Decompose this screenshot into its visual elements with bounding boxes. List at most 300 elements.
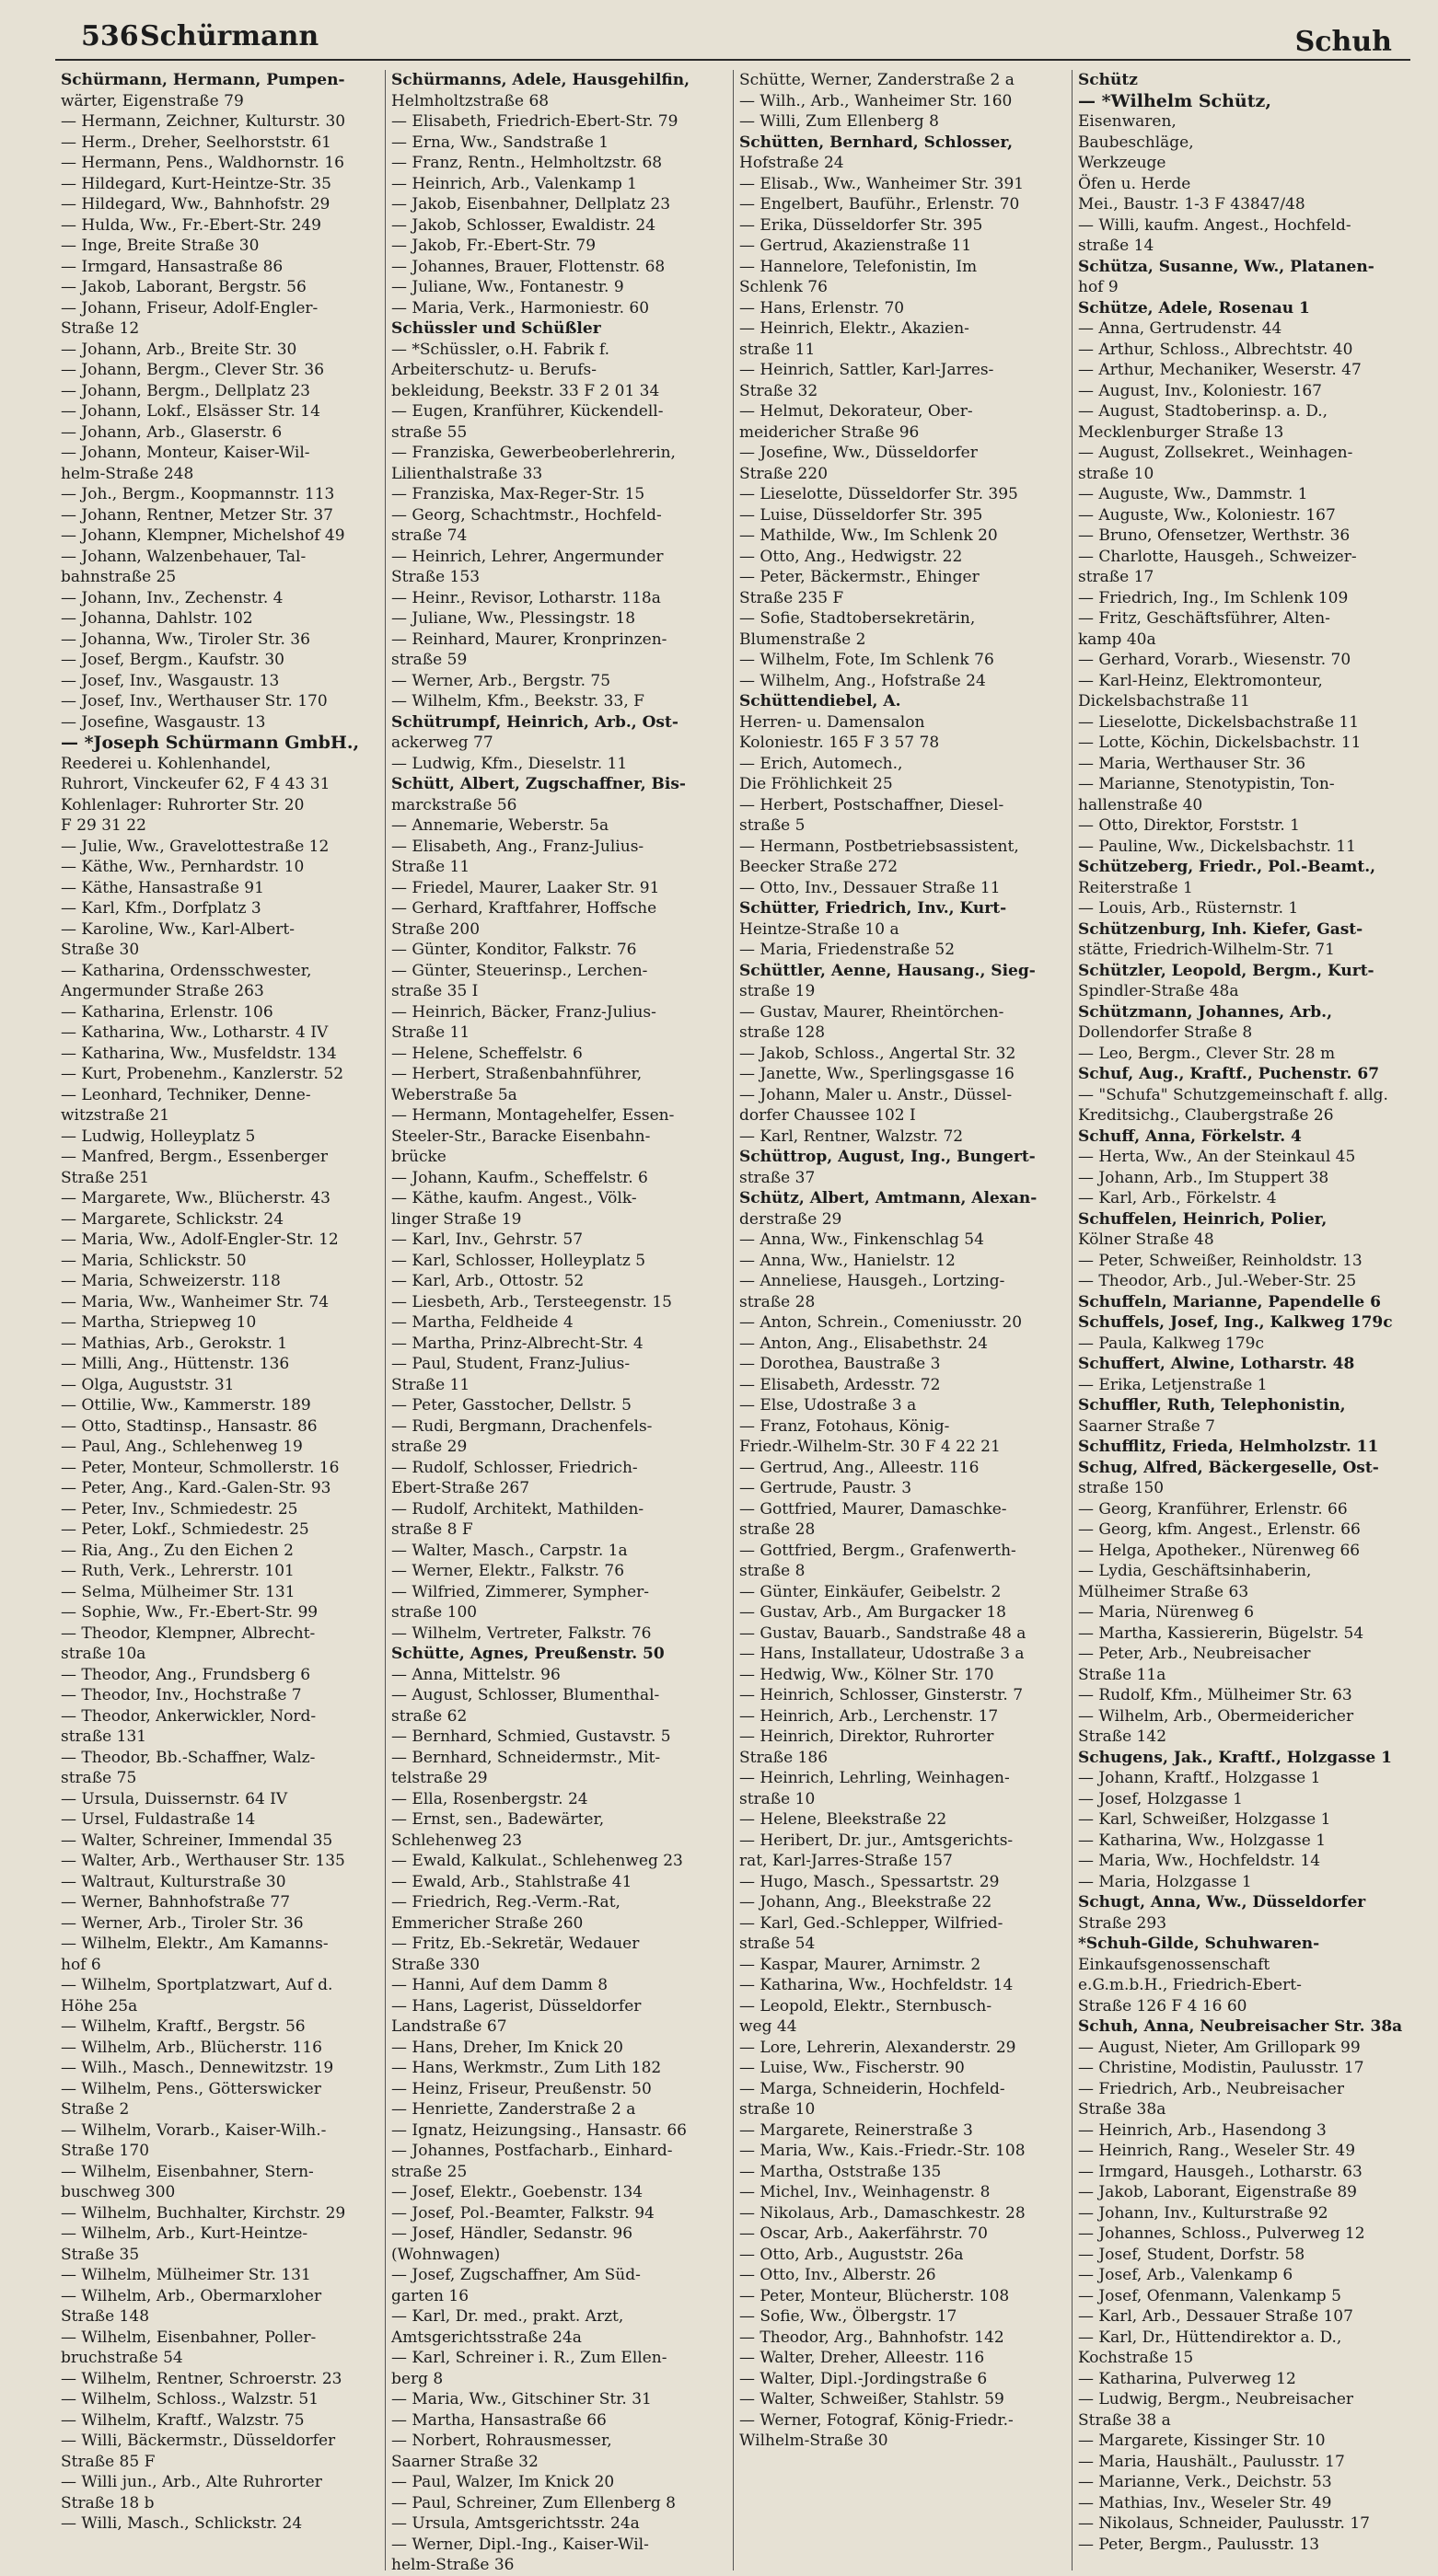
directory-entry: Schlenk 76: [739, 278, 828, 296]
directory-entry: — Georg, kfm. Angest., Erlenstr. 66: [1078, 1520, 1361, 1539]
directory-entry: — Lieselotte, Dickelsbachstraße 11: [1078, 712, 1360, 732]
directory-entry: — Karl, Schlosser, Holleyplatz 5: [391, 1251, 646, 1270]
directory-entry: — Heinrich, Arb., Valenkamp 1: [391, 174, 637, 193]
directory-entry: — Juliane, Ww., Plessingstr. 18: [391, 609, 636, 628]
directory-entry: — August, Stadtoberinsp. a. D.,: [1078, 402, 1328, 421]
directory-entry: — Sofie, Ww., Ölbergstr. 17: [739, 2307, 957, 2326]
directory-entry: Schuf, Aug., Kraftf., Puchenstr. 67: [1078, 1065, 1380, 1083]
directory-entry: — Wilhelm, Vorarb., Kaiser-Wilh.-: [61, 2120, 327, 2140]
directory-entry: — Karl, Arb., Ottostr. 52: [391, 1272, 585, 1290]
directory-entry: Schuffert, Alwine, Lotharstr. 48: [1078, 1355, 1355, 1373]
directory-entry: — Karl, Kfm., Dorfplatz 3: [61, 899, 261, 918]
directory-entry: — Martha, Oststraße 135: [739, 2162, 942, 2181]
directory-entry: — Otto, Arb., Auguststr. 26a: [739, 2245, 964, 2264]
directory-entry: e.G.m.b.H., Friedrich-Ebert-: [1078, 1976, 1302, 1994]
directory-entry: Straße 35: [61, 2245, 140, 2264]
directory-entry: — Georg, Kranführer, Erlenstr. 66: [1078, 1499, 1348, 1519]
directory-entry: Landstraße 67: [391, 2017, 507, 2036]
directory-entry: — Wilhelm, Elektr., Am Kamanns-: [61, 1935, 329, 1953]
directory-entry: straße 62: [391, 1706, 468, 1726]
directory-entry: — Heinrich, Rang., Weseler Str. 49: [1078, 2142, 1356, 2160]
directory-entry: — Johann, Klempner, Michelshof 49: [61, 526, 345, 545]
directory-entry: — Gustav, Arb., Am Burgacker 18: [739, 1603, 1006, 1622]
directory-entry: — *Schüssler, o.H. Fabrik f.: [391, 340, 609, 359]
directory-entry: Schufflitz, Frieda, Helmholzstr. 11: [1078, 1438, 1379, 1456]
directory-entry: — Lotte, Köchin, Dickelsbachstr. 11: [1078, 734, 1362, 752]
directory-entry: Schürmanns, Adele, Hausgehilfin,: [391, 71, 690, 89]
directory-entry: — Johann, Bergm., Dellplatz 23: [61, 381, 310, 400]
directory-entry: — Janette, Ww., Sperlingsgasse 16: [739, 1065, 1015, 1083]
directory-entry: Schütrumpf, Heinrich, Arb., Ost-: [391, 712, 678, 732]
directory-entry: brücke: [391, 1148, 446, 1166]
directory-entry: — Wilhelm, Pens., Götterswicker: [61, 2079, 321, 2098]
directory-entry: — Maria, Ww., Hochfeldstr. 14: [1078, 1852, 1321, 1870]
directory-entry: — Margarete, Schlickstr. 24: [61, 1209, 284, 1229]
directory-entry: — Hanni, Auf dem Damm 8: [391, 1976, 609, 1994]
directory-entry: Straße 2: [61, 2100, 130, 2119]
directory-entry: — Peter, Inv., Schmiedestr. 25: [61, 1499, 298, 1519]
directory-entry: — Josef, Arb., Valenkamp 6: [1078, 2266, 1293, 2284]
directory-entry: helm-Straße 36: [391, 2556, 515, 2574]
directory-entry: — Wilhelm, Vertreter, Falkstr. 76: [391, 1623, 652, 1643]
directory-entry: — Marianne, Stenotypistin, Ton-: [1078, 775, 1335, 793]
directory-entry: — Otto, Direktor, Forststr. 1: [1078, 816, 1300, 835]
directory-entry: — Heinrich, Direktor, Ruhrorter: [739, 1727, 994, 1746]
directory-entry: — Ernst, sen., Badewärter,: [391, 1810, 605, 1829]
directory-entry: — Friedel, Maurer, Laaker Str. 91: [391, 878, 660, 897]
directory-entry: — Wilhelm, Arb., Obermarxloher: [61, 2286, 322, 2305]
directory-entry: — Waltraut, Kulturstraße 30: [61, 1872, 286, 1891]
directory-entry: — Wilhelm, Kraftf., Bergstr. 56: [61, 2017, 306, 2036]
column-2: [385, 70, 733, 2574]
directory-entry: straße 5: [739, 816, 806, 835]
directory-entry: — Hans, Dreher, Im Knick 20: [391, 2038, 623, 2057]
directory-entry: — Anneliese, Hausgeh., Lortzing-: [739, 1272, 1005, 1290]
directory-entry: — August, Nieter, Am Grillopark 99: [1078, 2038, 1361, 2057]
directory-entry: — Franz, Rentn., Helmholtzstr. 68: [391, 154, 663, 172]
directory-entry: F 29 31 22: [61, 816, 146, 835]
directory-entry: Straße 38 a: [1078, 2410, 1171, 2430]
directory-entry: — Hermann, Pens., Waldhornstr. 16: [61, 154, 344, 172]
directory-entry: Kochstraße 15: [1078, 2349, 1194, 2367]
directory-entry: — Maria, Nürenweg 6: [1078, 1603, 1255, 1622]
directory-entry: — Herm., Dreher, Seelhorststr. 61: [61, 133, 331, 152]
directory-entry: — Josef, Holzgasse 1: [1078, 1789, 1243, 1808]
directory-entry: — Norbert, Rohrausmesser,: [391, 2432, 612, 2450]
directory-entry: straße 150: [1078, 1479, 1165, 1497]
directory-entry: — Lieselotte, Düsseldorfer Str. 395: [739, 485, 1018, 503]
directory-entry: — Hildegard, Ww., Bahnhofstr. 29: [61, 195, 331, 214]
directory-entry: — Irmgard, Hansastraße 86: [61, 257, 284, 276]
directory-entry: — Wilh., Masch., Dennewitzstr. 19: [61, 2059, 334, 2077]
directory-entry: — Otto, Inv., Alberstr. 26: [739, 2266, 936, 2284]
directory-entry: — Margarete, Ww., Blücherstr. 43: [61, 1189, 331, 1207]
directory-entry: — Peter, Bergm., Paulusstr. 13: [1078, 2535, 1320, 2554]
directory-entry: — Walter, Masch., Carpstr. 1a: [391, 1541, 628, 1560]
directory-entry: — Hans, Installateur, Udostraße 3 a: [739, 1645, 1025, 1663]
column-3: [733, 70, 1072, 2570]
directory-entry: Hofstraße 24: [739, 154, 844, 172]
directory-entry: Schütt, Albert, Zugschaffner, Bis-: [391, 775, 686, 793]
directory-entry: — Milli, Ang., Hüttenstr. 136: [61, 1355, 290, 1373]
directory-entry: — Sofie, Stadtobersekretärin,: [739, 609, 976, 628]
directory-entry: — Ewald, Kalkulat., Schlehenweg 23: [391, 1852, 683, 1870]
directory-entry: — Bernhard, Schneidermstr., Mit-: [391, 1748, 661, 1767]
directory-entry: — Manfred, Bergm., Essenberger: [61, 1148, 328, 1166]
directory-entry: — Luise, Düsseldorfer Str. 395: [739, 505, 983, 525]
directory-entry: — Wilhelm, Eisenbahner, Poller-: [61, 2328, 317, 2347]
directory-entry: Schütte, Werner, Zanderstraße 2 a: [739, 71, 1015, 89]
directory-entry: — Johann, Ang., Bleekstraße 22: [739, 1893, 992, 1912]
directory-entry: — Peter, Ang., Kard.-Galen-Str. 93: [61, 1479, 331, 1497]
directory-entry: — Theodor, Arb., Jul.-Weber-Str. 25: [1078, 1272, 1357, 1290]
directory-entry: — Karl, Inv., Gehrstr. 57: [391, 1230, 584, 1249]
directory-entry: Straße 30: [61, 941, 140, 959]
directory-entry: Schütze, Adele, Rosenau 1: [1078, 298, 1310, 318]
directory-entry: Straße 126 F 4 16 60: [1078, 1996, 1247, 2016]
directory-entry: — Arthur, Mechaniker, Weserstr. 47: [1078, 361, 1362, 379]
directory-entry: straße 37: [739, 1168, 816, 1187]
directory-entry: — Franziska, Max-Reger-Str. 15: [391, 485, 645, 503]
directory-entry: hallenstraße 40: [1078, 795, 1203, 814]
directory-entry: — Anna, Ww., Hanielstr. 12: [739, 1251, 956, 1270]
directory-entry: Straße 235 F: [739, 588, 844, 607]
directory-entry: — Willi, Zum Ellenberg 8: [739, 112, 939, 131]
directory-entry: Mei., Baustr. 1-3 F 43847/48: [1078, 195, 1305, 214]
directory-entry: Straße 11: [391, 1375, 470, 1394]
directory-entry: Straße 12: [61, 319, 140, 338]
directory-entry: — Katharina, Ww., Holzgasse 1: [1078, 1831, 1327, 1850]
directory-entry: — Erika, Letjenstraße 1: [1078, 1375, 1268, 1394]
directory-entry: Einkaufsgenossenschaft: [1078, 1955, 1270, 1974]
directory-entry: — Johanna, Ww., Tiroler Str. 36: [61, 630, 310, 649]
column-1: [55, 70, 385, 2570]
directory-entry: Blumenstraße 2: [739, 630, 866, 649]
directory-entry: — Johann, Kraftf., Holzgasse 1: [1078, 1769, 1321, 1787]
directory-entry: straße 8 F: [391, 1520, 473, 1539]
directory-entry: — Martha, Striepweg 10: [61, 1313, 257, 1332]
directory-entry: — Kaspar, Maurer, Arnimstr. 2: [739, 1955, 981, 1974]
directory-entry: — Katharina, Ww., Hochfeldstr. 14: [739, 1976, 1014, 1994]
directory-entry: — Johann, Bergm., Clever Str. 36: [61, 361, 325, 379]
directory-entry: — Johann, Arb., Glaserstr. 6: [61, 422, 283, 442]
directory-entry: Reiterstraße 1: [1078, 878, 1193, 897]
page-header: [55, 18, 1410, 61]
directory-entry: — Wilhelm, Ang., Hofstraße 24: [739, 671, 986, 690]
directory-entry: — Karl, Arb., Dessauer Straße 107: [1078, 2307, 1353, 2326]
directory-entry: ackerweg 77: [391, 734, 493, 752]
directory-entry: — Gustav, Bauarb., Sandstraße 48 a: [739, 1623, 1026, 1643]
directory-entry: — Fritz, Geschäftsführer, Alten-: [1078, 609, 1330, 628]
directory-entry: — Marianne, Verk., Deichstr. 53: [1078, 2473, 1332, 2491]
directory-entry: — Johann, Arb., Im Stuppert 38: [1078, 1168, 1329, 1187]
directory-entry: helm-Straße 248: [61, 464, 194, 483]
directory-entry: — Peter, Bäckermstr., Ehinger: [739, 568, 980, 586]
directory-entry: — Johann, Friseur, Adolf-Engler-: [61, 298, 319, 318]
directory-entry: Schüttendiebel, A.: [739, 692, 901, 710]
directory-entry: Schüssler und Schüßler: [391, 319, 601, 338]
directory-entry: Die Fröhlichkeit 25: [739, 775, 893, 793]
directory-entry: — Gertrud, Ang., Alleestr. 116: [739, 1458, 980, 1477]
directory-entry: — August, Zollsekret., Weinhagen-: [1078, 444, 1353, 462]
directory-entry: — Josef, Student, Dorfstr. 58: [1078, 2245, 1305, 2264]
directory-entry: — Karl, Ged.-Schlepper, Wilfried-: [739, 1913, 1003, 1933]
directory-entry: meidericher Straße 96: [739, 422, 920, 442]
directory-entry: — Eugen, Kranführer, Kückendell-: [391, 402, 664, 421]
directory-entry: — Lore, Lehrerin, Alexanderstr. 29: [739, 2038, 1016, 2057]
directory-entry: — Josef, Pol.-Beamter, Falkstr. 94: [391, 2203, 655, 2223]
directory-entry: — Werner, Arb., Tiroler Str. 36: [61, 1913, 304, 1933]
directory-entry: Kohlenlager: Ruhrorter Str. 20: [61, 795, 305, 814]
directory-entry: — Erika, Düsseldorfer Str. 395: [739, 215, 983, 235]
directory-entry: — Wilhelm, Arb., Blücherstr. 116: [61, 2038, 322, 2057]
directory-entry: berg 8: [391, 2369, 444, 2388]
directory-entry: Schüttler, Aenne, Hausang., Sieg-: [739, 961, 1036, 980]
directory-entry: — Nikolaus, Arb., Damaschkestr. 28: [739, 2203, 1026, 2223]
directory-entry: — Martha, Kassiererin, Bügelstr. 54: [1078, 1623, 1364, 1643]
directory-entry: Schütte, Agnes, Preußenstr. 50: [391, 1645, 665, 1663]
directory-entry: straße 54: [739, 1935, 816, 1953]
directory-entry: Weberstraße 5a: [391, 1085, 517, 1104]
directory-entry: Steeler-Str., Baracke Eisenbahn-: [391, 1126, 651, 1146]
directory-entry: — Erna, Ww., Sandstraße 1: [391, 133, 609, 152]
directory-entry: Straße 220: [739, 464, 829, 483]
directory-entry: — Willi, kaufm. Angest., Hochfeld-: [1078, 215, 1351, 235]
directory-entry: — Mathilde, Ww., Im Schlenk 20: [739, 526, 998, 545]
directory-entry: — Hans, Werkmstr., Zum Lith 182: [391, 2059, 662, 2077]
directory-entry: Eisenwaren,: [1078, 112, 1177, 131]
directory-entry: — Helene, Scheffelstr. 6: [391, 1044, 583, 1063]
directory-entry: — Maria, Werthauser Str. 36: [1078, 754, 1306, 773]
directory-entry: — Anna, Gertrudenstr. 44: [1078, 319, 1282, 338]
directory-entry: Schugens, Jak., Kraftf., Holzgasse 1: [1078, 1748, 1392, 1767]
directory-entry: Straße 293: [1078, 1913, 1167, 1933]
directory-entry: — Michel, Inv., Weinhagenstr. 8: [739, 2183, 991, 2201]
column-4: [1072, 70, 1429, 2570]
directory-entry: — Theodor, Inv., Hochstraße 7: [61, 1686, 302, 1704]
directory-entry: straße 19: [739, 982, 816, 1000]
directory-entry: — Katharina, Erlenstr. 106: [61, 1002, 273, 1022]
directory-entry: Kreditsichg., Claubergstraße 26: [1078, 1106, 1334, 1125]
directory-entry: — Wilhelm, Mülheimer Str. 131: [61, 2266, 311, 2284]
directory-entry: — Peter, Monteur, Schmollerstr. 16: [61, 1458, 340, 1477]
directory-entry: rat, Karl-Jarres-Straße 157: [739, 1852, 953, 1870]
directory-entry: — Wilhelm, Buchhalter, Kirchstr. 29: [61, 2203, 346, 2223]
directory-entry: — Mathias, Arb., Gerokstr. 1: [61, 1334, 288, 1353]
directory-entry: — Olga, Auguststr. 31: [61, 1375, 235, 1394]
directory-entry: dorfer Chaussee 102 I: [739, 1106, 916, 1125]
directory-entry: — Peter, Monteur, Blücherstr. 108: [739, 2286, 1010, 2305]
directory-entry: Straße 11: [391, 858, 470, 876]
directory-entry: — Otto, Ang., Hedwigstr. 22: [739, 547, 963, 566]
directory-entry: — Friedrich, Reg.-Verm.-Rat,: [391, 1893, 620, 1912]
directory-entry: Heintze-Straße 10 a: [739, 919, 899, 939]
directory-entry: — Georg, Schachtmstr., Hochfeld-: [391, 505, 662, 525]
directory-entry: — Ignatz, Heizungsing., Hansastr. 66: [391, 2120, 687, 2140]
directory-entry: linger Straße 19: [391, 1209, 522, 1229]
directory-entry: — Paul, Student, Franz-Julius-: [391, 1355, 631, 1373]
directory-entry: — Dorothea, Baustraße 3: [739, 1355, 941, 1373]
directory-entry: — Auguste, Ww., Koloniestr. 167: [1078, 505, 1336, 525]
directory-entry: — Rudolf, Kfm., Mülheimer Str. 63: [1078, 1686, 1352, 1704]
directory-entry: straße 17: [1078, 568, 1154, 586]
directory-entry: — Reinhard, Maurer, Kronprinzen-: [391, 630, 667, 649]
directory-entry: — Christine, Modistin, Paulusstr. 17: [1078, 2059, 1364, 2077]
directory-entry: — Johannes, Postfacharb., Einhard-: [391, 2142, 673, 2160]
directory-entry: Reederei u. Kohlenhandel,: [61, 754, 272, 773]
directory-entry: — Louis, Arb., Rüsternstr. 1: [1078, 899, 1299, 918]
directory-entry: Schützmann, Johannes, Arb.,: [1078, 1002, 1332, 1022]
directory-entry: — Heinz, Friseur, Preußenstr. 50: [391, 2079, 652, 2098]
directory-entry: witzstraße 21: [61, 1106, 170, 1125]
directory-entry: — Katharina, Ordensschwester,: [61, 961, 312, 980]
directory-entry: — Else, Udostraße 3 a: [739, 1396, 917, 1415]
directory-entry: — Heribert, Dr. jur., Amtsgerichts-: [739, 1831, 1014, 1850]
directory-entry: — Johann, Inv., Kulturstraße 92: [1078, 2203, 1328, 2223]
directory-entry: straße 11: [739, 340, 816, 359]
directory-entry: — Karl, Schweißer, Holzgasse 1: [1078, 1810, 1331, 1829]
directory-entry: — Heinrich, Elektr., Akazien-: [739, 319, 969, 338]
directory-entry: — Bernhard, Schmied, Gustavstr. 5: [391, 1727, 671, 1746]
directory-entry: — Rudolf, Schlosser, Friedrich-: [391, 1458, 638, 1477]
directory-entry: Spindler-Straße 48a: [1078, 982, 1239, 1000]
directory-entry: straße 59: [391, 651, 468, 669]
directory-entry: — Maria, Holzgasse 1: [1078, 1872, 1252, 1891]
directory-entry: — Sophie, Ww., Fr.-Ebert-Str. 99: [61, 1603, 319, 1622]
directory-entry: — Helmut, Dekorateur, Ober-: [739, 402, 973, 421]
directory-entry: — "Schufa" Schutzgemeinschaft f. allg.: [1078, 1085, 1388, 1104]
directory-entry: — Paul, Walzer, Im Knick 20: [391, 2473, 615, 2491]
directory-entry: — Josef, Inv., Wasgaustr. 13: [61, 671, 280, 690]
directory-entry: — Theodor, Arg., Bahnhofstr. 142: [739, 2328, 1004, 2347]
directory-entry: — Jakob, Laborant, Bergstr. 56: [61, 278, 307, 296]
directory-entry: — Katharina, Ww., Lotharstr. 4 IV: [61, 1023, 329, 1042]
directory-entry: Straße 38a: [1078, 2100, 1166, 2119]
directory-entry: — Gertrude, Paustr. 3: [739, 1479, 912, 1497]
directory-entry: Schuffler, Ruth, Telephonistin,: [1078, 1396, 1346, 1415]
directory-entry: — Ludwig, Bergm., Neubreisacher: [1078, 2390, 1354, 2409]
directory-entry: — Ludwig, Kfm., Dieselstr. 11: [391, 754, 628, 773]
directory-entry: — Hedwig, Ww., Kölner Str. 170: [739, 1665, 994, 1684]
directory-entry: Straße 186: [739, 1748, 829, 1767]
directory-entry: — Maria, Verk., Harmoniestr. 60: [391, 298, 650, 318]
directory-entry: — Josef, Elektr., Goebenstr. 134: [391, 2183, 644, 2201]
directory-entry: — Heinrich, Lehrer, Angermunder: [391, 547, 664, 566]
directory-entry: — Paul, Ang., Schlehenweg 19: [61, 1438, 303, 1456]
directory-entry: Straße 142: [1078, 1727, 1167, 1746]
directory-entry: — Fritz, Eb.-Sekretär, Wedauer: [391, 1935, 640, 1953]
directory-entry: — Anton, Schrein., Comeniusstr. 20: [739, 1313, 1023, 1332]
directory-entry: kamp 40a: [1078, 630, 1156, 649]
directory-entry: Straße 330: [391, 1955, 481, 1974]
directory-entry: — Karl, Schreiner i. R., Zum Ellen-: [391, 2349, 667, 2367]
directory-entry: — Josef, Inv., Werthauser Str. 170: [61, 692, 328, 710]
directory-entry: — Peter, Schweißer, Reinholdstr. 13: [1078, 1251, 1363, 1270]
directory-entry: — Heinrich, Sattler, Karl-Jarres-: [739, 361, 994, 379]
directory-entry: — Herta, Ww., An der Steinkaul 45: [1078, 1148, 1356, 1166]
directory-entry: — Johann, Walzenbehauer, Tal-: [61, 547, 307, 566]
directory-entry: — Maria, Ww., Kais.-Friedr.-Str. 108: [739, 2142, 1026, 2160]
directory-entry: — Elisabeth, Ang., Franz-Julius-: [391, 837, 644, 856]
directory-entry: — Otto, Stadtinsp., Hansastr. 86: [61, 1416, 318, 1436]
directory-entry: — Willi, Bäckermstr., Düsseldorfer: [61, 2432, 336, 2450]
directory-entry: Straße 170: [61, 2142, 150, 2160]
directory-entry: — Jakob, Schloss., Angertal Str. 32: [739, 1044, 1016, 1063]
directory-entry: — Gerhard, Vorarb., Wiesenstr. 70: [1078, 651, 1351, 669]
directory-entry: straße 10: [739, 2100, 816, 2119]
directory-entry: — Karoline, Ww., Karl-Albert-: [61, 919, 296, 939]
directory-entry: — Elisabeth, Ardesstr. 72: [739, 1375, 941, 1394]
directory-entry: — Wilhelm, Schloss., Walzstr. 51: [61, 2390, 319, 2409]
directory-entry: straße 100: [391, 1603, 478, 1622]
directory-entry: — Josefine, Ww., Düsseldorfer: [739, 444, 978, 462]
directory-entry: — Lydia, Geschäftsinhaberin,: [1078, 1562, 1312, 1580]
directory-entry: Straße 148: [61, 2307, 150, 2326]
directory-entry: — Günter, Konditor, Falkstr. 76: [391, 941, 637, 959]
directory-entry: — Margarete, Kissinger Str. 10: [1078, 2432, 1326, 2450]
directory-entry: — Käthe, kaufm. Angest., Völk-: [391, 1189, 637, 1207]
directory-entry: Baubeschläge,: [1078, 133, 1194, 152]
directory-entry: — Karl-Heinz, Elektromonteur,: [1078, 671, 1323, 690]
directory-entry: — Hildegard, Kurt-Heintze-Str. 35: [61, 174, 331, 193]
directory-entry: — August, Schlosser, Blumenthal-: [391, 1686, 660, 1704]
directory-entry: — Werner, Dipl.-Ing., Kaiser-Wil-: [391, 2535, 649, 2554]
directory-entry: — Erich, Automech.,: [739, 754, 903, 773]
directory-entry: — Heinrich, Bäcker, Franz-Julius-: [391, 1002, 656, 1022]
directory-entry: — Walter, Dreher, Alleestr. 116: [739, 2349, 985, 2367]
directory-entry: straße 8: [739, 1562, 806, 1580]
directory-entry: — Nikolaus, Schneider, Paulusstr. 17: [1078, 2514, 1370, 2533]
directory-entry: — Jakob, Schlosser, Ewaldistr. 24: [391, 215, 656, 235]
directory-entry: straße 128: [739, 1023, 826, 1042]
directory-entry: marckstraße 56: [391, 795, 517, 814]
directory-entry: — Hans, Lagerist, Düsseldorfer: [391, 1996, 642, 2016]
directory-entry: straße 10: [1078, 464, 1154, 483]
directory-entry: — Johannes, Brauer, Flottenstr. 68: [391, 257, 666, 276]
directory-entry: Kölner Straße 48: [1078, 1230, 1214, 1249]
directory-entry: Helmholtzstraße 68: [391, 91, 550, 110]
directory-entry: — Wilhelm, Sportplatzwart, Auf d.: [61, 1976, 333, 1994]
directory-entry: — Jakob, Eisenbahner, Dellplatz 23: [391, 195, 671, 214]
directory-entry: — Kurt, Probenehm., Kanzlerstr. 52: [61, 1065, 344, 1083]
directory-entry: — Josef, Zugschaffner, Am Süd-: [391, 2266, 641, 2284]
directory-entry: — Martha, Prinz-Albrecht-Str. 4: [391, 1334, 644, 1353]
directory-entry: weg 44: [739, 2017, 797, 2036]
directory-entry: — Josef, Bergm., Kaufstr. 30: [61, 651, 284, 669]
directory-entry: Mecklenburger Straße 13: [1078, 422, 1284, 442]
directory-entry: — Maria, Ww., Wanheimer Str. 74: [61, 1292, 330, 1311]
directory-entry: — Hannelore, Telefonistin, Im: [739, 257, 978, 276]
directory-entry: — Jakob, Fr.-Ebert-Str. 79: [391, 237, 597, 255]
directory-entry: — Karl, Rentner, Walzstr. 72: [739, 1126, 964, 1146]
directory-entry: straße 55: [391, 422, 468, 442]
directory-entry: — Johannes, Schloss., Pulverweg 12: [1078, 2224, 1365, 2243]
directory-entry: Schuff, Anna, Förkelstr. 4: [1078, 1126, 1302, 1146]
directory-entry: Öfen u. Herde: [1078, 174, 1191, 193]
directory-entry: straße 25: [391, 2162, 468, 2181]
directory-entry: — Helene, Bleekstraße 22: [739, 1810, 947, 1829]
directory-entry: — *Wilhelm Schütz,: [1078, 90, 1271, 111]
directory-entry: — Herbert, Postschaffner, Diesel-: [739, 795, 1004, 814]
directory-entry: — Günter, Steuerinsp., Lerchen-: [391, 961, 648, 980]
directory-entry: Arbeiterschutz- u. Berufs-: [391, 361, 597, 379]
directory-entry: — Jakob, Laborant, Eigenstraße 89: [1078, 2183, 1357, 2201]
directory-entry: — Herbert, Straßenbahnführer,: [391, 1065, 643, 1083]
directory-entry: Schütza, Susanne, Ww., Platanen-: [1078, 257, 1374, 276]
directory-entry: — Karl, Dr. med., prakt. Arzt,: [391, 2307, 624, 2326]
directory-entry: garten 16: [391, 2286, 470, 2305]
directory-entry: — Johann, Rentner, Metzer Str. 37: [61, 505, 333, 525]
